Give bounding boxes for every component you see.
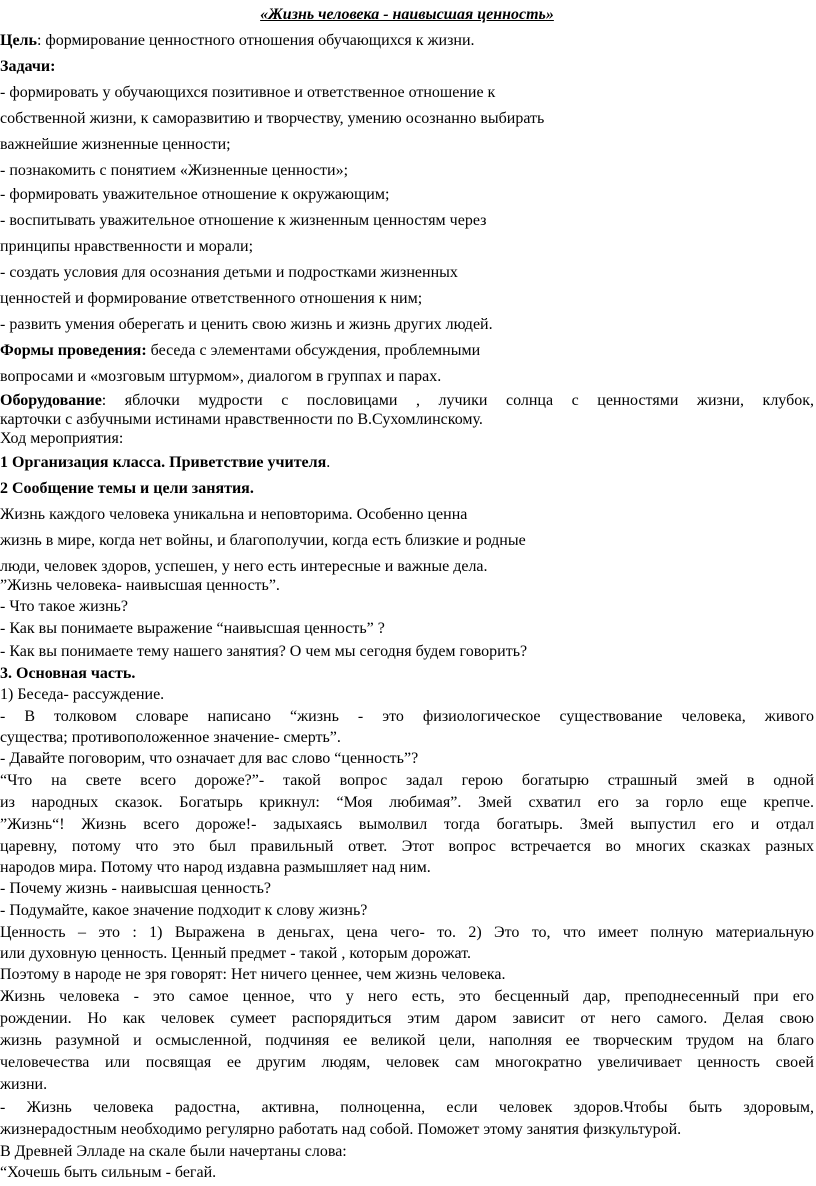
task-line: - познакомить с понятием «Жизненные ценности»; [0, 162, 349, 179]
task-line: ценностей и формирование ответственного отношения к ним; [0, 290, 423, 307]
task-line: важнейшие жизненные ценности; [0, 136, 231, 153]
task-line: - воспитывать уважительное отношение к жизненным ценностям через [0, 212, 487, 229]
question-line: - Как вы понимаете тему нашего занятия? О чем мы сегодня будем говорить? [0, 643, 528, 660]
equipment-line: Оборудование: яблочки мудрости с пословицами , лучики солнца с ценностями жизни, клубок, [0, 392, 814, 409]
section-3-subheading: 1) Беседа- рассуждение. [0, 686, 165, 703]
goal-label: Цель [0, 32, 37, 49]
section-3-heading: 3. Основная часть. [0, 665, 136, 682]
health-line: жизнерадостным необходимо регулярно работать над собой. Поможет этому занятия физкультурой. [0, 1121, 682, 1138]
task-line: собственной жизни, к саморазвитию и творчеству, умению осознанно выбирать [0, 110, 545, 127]
value-definition-line: или духовную ценность. Ценный предмет - такой , которым дорожат. [0, 945, 472, 962]
tale-line: из народных сказок. Богатырь крикнул: “Моя любимая”. Змей схватил его за горло еще крепче. [0, 794, 814, 811]
section-2-heading: 2 Сообщение темы и цели занятия. [0, 480, 254, 497]
document-title: «Жизнь человека - наивысшая ценность» [260, 6, 554, 23]
question-line: - Как вы понимаете выражение “наивысшая ценность” ? [0, 620, 385, 637]
task-line: - формировать уважительное отношение к окружающим; [0, 186, 390, 203]
equipment-line-2: карточки с азбучными истинами нравственности по В.Сухомлинскому. [0, 411, 483, 428]
forms-line-2: вопросами и «мозговым штурмом», диалогом в группах и парах. [0, 368, 442, 385]
section-2-line: ”Жизнь человека- наивысшая ценность”. [0, 577, 280, 594]
forms-label: Формы проведения: [0, 342, 147, 359]
dictionary-line: существа; противоположенное значение- смерть”. [0, 729, 341, 746]
goal-line [0, 32, 475, 50]
gift-line: рождении. Но как человек сумеет распорядиться этим даром зависит от него самого. Делая свою [0, 1010, 814, 1027]
question-line: - Подумайте, какое значение подходит к слову жизнь? [0, 902, 368, 919]
question-line: - Почему жизнь - наивысшая ценность? [0, 880, 271, 897]
section-2-line: жизнь в мире, когда нет войны, и благополучии, когда есть близкие и родные [0, 532, 526, 549]
gift-line: человечества или посвящая ее другим людям, человек сам многократно увеличивает ценность своей [0, 1054, 814, 1071]
saying-line: Поэтому в народе не зря говорят: Нет ничего ценнее, чем жизнь человека. [0, 966, 506, 983]
task-line: - развить умения оберегать и ценить свою жизнь и жизнь других людей. [0, 316, 493, 333]
dictionary-line: - В толковом словаре написано “жизнь - это физиологическое существование человека, живого [0, 708, 814, 725]
tale-line: царевну, потому что это был правильный ответ. Этот вопрос встречается во многих сказках разных [0, 838, 814, 855]
quote-line: “Хочешь быть сильным - бегай. [0, 1164, 217, 1181]
task-line: - формировать у обучающихся позитивное и ответственное отношение к [0, 84, 496, 101]
equipment-label: Оборудование [0, 392, 102, 409]
tasks-label: Задачи: [0, 58, 56, 75]
section-1-heading: 1 Организация класса. Приветствие учителя. [0, 454, 331, 471]
forms-line: Формы проведения: беседа с элементами обсуждения, проблемными [0, 342, 481, 359]
section-2-line: Жизнь каждого человека уникальна и неповторима. Особенно ценна [0, 506, 468, 523]
hellas-line: В Древней Элладе на скале были начертаны слова: [0, 1143, 347, 1160]
gift-line: Жизнь человека - это самое ценное, что у него есть, это бесценный дар, преподнесенный при его [0, 988, 814, 1005]
gift-line: жизни. [0, 1076, 48, 1093]
goal-text: : формирование ценностного отношения обучающихся к жизни. [36, 32, 475, 49]
gift-line: жизнь разумной и осмысленной, подчиняя ее великой цели, наполняя ее творческим трудом на благо [0, 1032, 814, 1049]
health-line: - Жизнь человека радостна, активна, полноценна, если человек здоров.Чтобы быть здоровым, [0, 1099, 814, 1116]
value-definition-line: Ценность – это : 1) Выражена в деньгах, цена чего- то. 2) Это то, что имеет полную материальную [0, 924, 814, 941]
tale-line: народов мира. Потому что народ издавна размышляет над ним. [0, 859, 431, 876]
question-line: - Что такое жизнь? [0, 598, 128, 615]
course-heading: Ход мероприятия: [0, 430, 124, 447]
task-line: - создать условия для осознания детьми и подростками жизненных [0, 264, 458, 281]
tale-line: ”Жизнь“! Жизнь всего дороже!- задыхаясь вымолвил тогда богатырь. Змей выпустил его и отдал [0, 816, 814, 833]
task-line: принципы нравственности и морали; [0, 238, 254, 255]
tale-line: “Что на свете всего дороже?”- такой вопрос задал герою богатырю страшный змей в одной [0, 772, 814, 789]
discussion-line: - Давайте поговорим, что означает для вас слово “ценность”? [0, 750, 419, 767]
section-2-line: люди, человек здоров, успешен, у него есть интересные и важные дела. [0, 558, 488, 575]
